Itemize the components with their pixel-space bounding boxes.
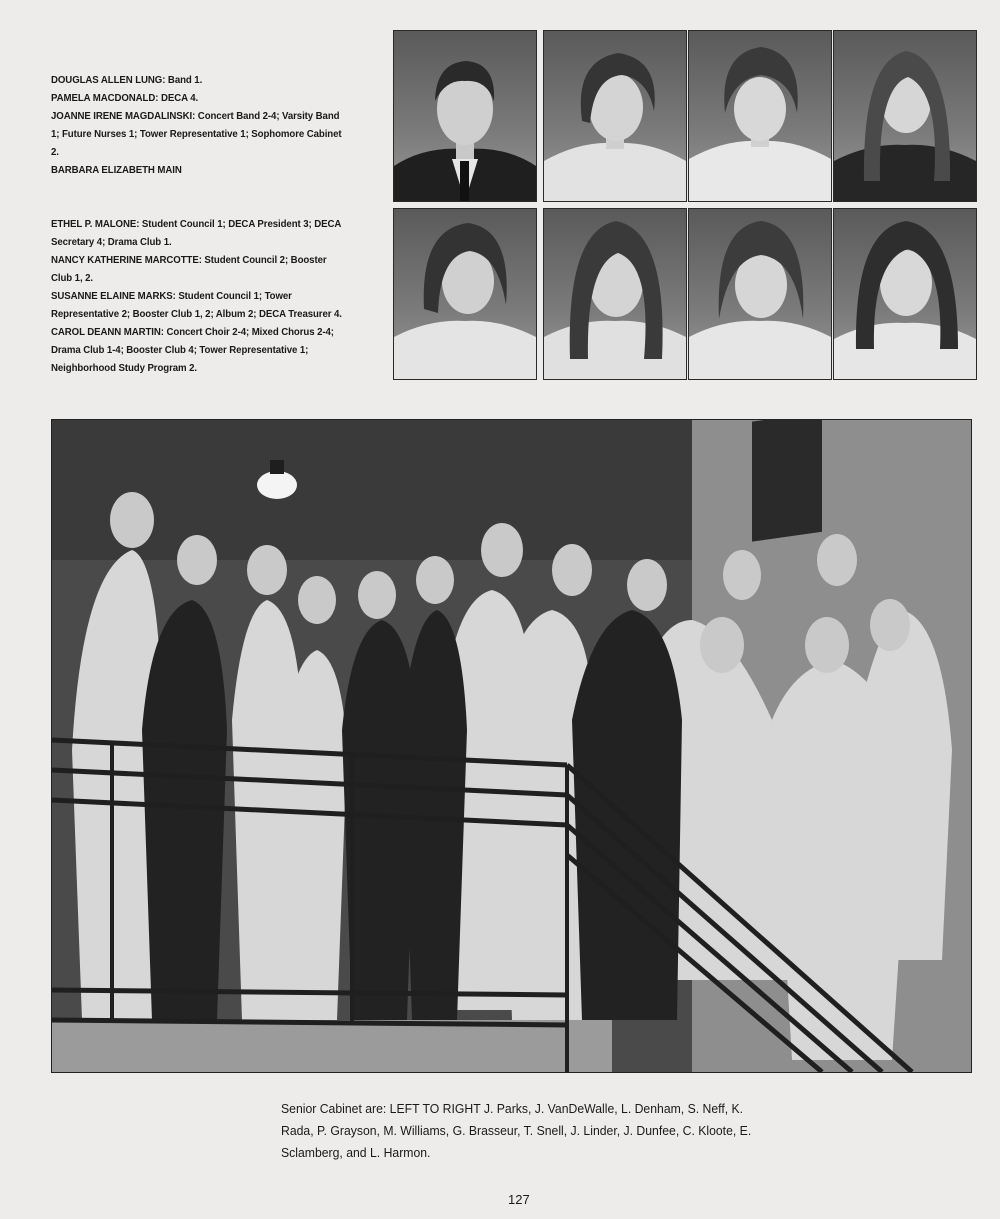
bio-entry: BARBARA ELIZABETH MAIN [51,164,182,176]
bio-list-top [51,71,344,179]
bio-list-bottom [51,215,344,377]
page-number: 127 [508,1192,530,1207]
photo-caption: Senior Cabinet are: LEFT TO RIGHT J. Parks, J. VanDeWalle, L. Denham, S. Neff, K. Rada, P. Grayson, M. Williams, G. Brasseur, T. Snell, J. Linder, J. Dunfee, C. Kloote, E. Sclamberg, and L. Harmon. [281,1101,752,1160]
bio-entry: CAROL DEANN MARTIN: Concert Choir 2-4; Mixed Chorus 2-4; Drama Club 1-4; Booster Club 4; Tower Representative 1; Neighborhood Study Program 2. [51,326,334,374]
portrait-photo [543,30,687,202]
portrait-photo [543,208,687,380]
portrait-photo [393,208,537,380]
portrait-photo [833,30,977,202]
bio-entry: DOUGLAS ALLEN LUNG: Band 1. [51,74,203,86]
bio-entry: ETHEL P. MALONE: Student Council 1; DECA President 3; DECA Secretary 4; Drama Club 1. [51,218,341,248]
portrait-photo [833,208,977,380]
bio-entry: JOANNE IRENE MAGDALINSKI: Concert Band 2-4; Varsity Band 1; Future Nurses 1; Tower Representative 1; Sophomore Cabinet 2. [51,110,342,158]
portrait-photo [688,208,832,380]
portrait-photo [688,30,832,202]
portrait-photo [393,30,537,202]
bio-entry: SUSANNE ELAINE MARKS: Student Council 1; Tower Representative 2; Booster Club 1, 2; Album 2; DECA Treasurer 4. [51,290,342,320]
bio-entry: NANCY KATHERINE MARCOTTE: Student Council 2; Booster Club 1, 2. [51,254,327,284]
bio-entry: PAMELA MACDONALD: DECA 4. [51,92,199,104]
group-photo-senior-cabinet [51,419,972,1073]
